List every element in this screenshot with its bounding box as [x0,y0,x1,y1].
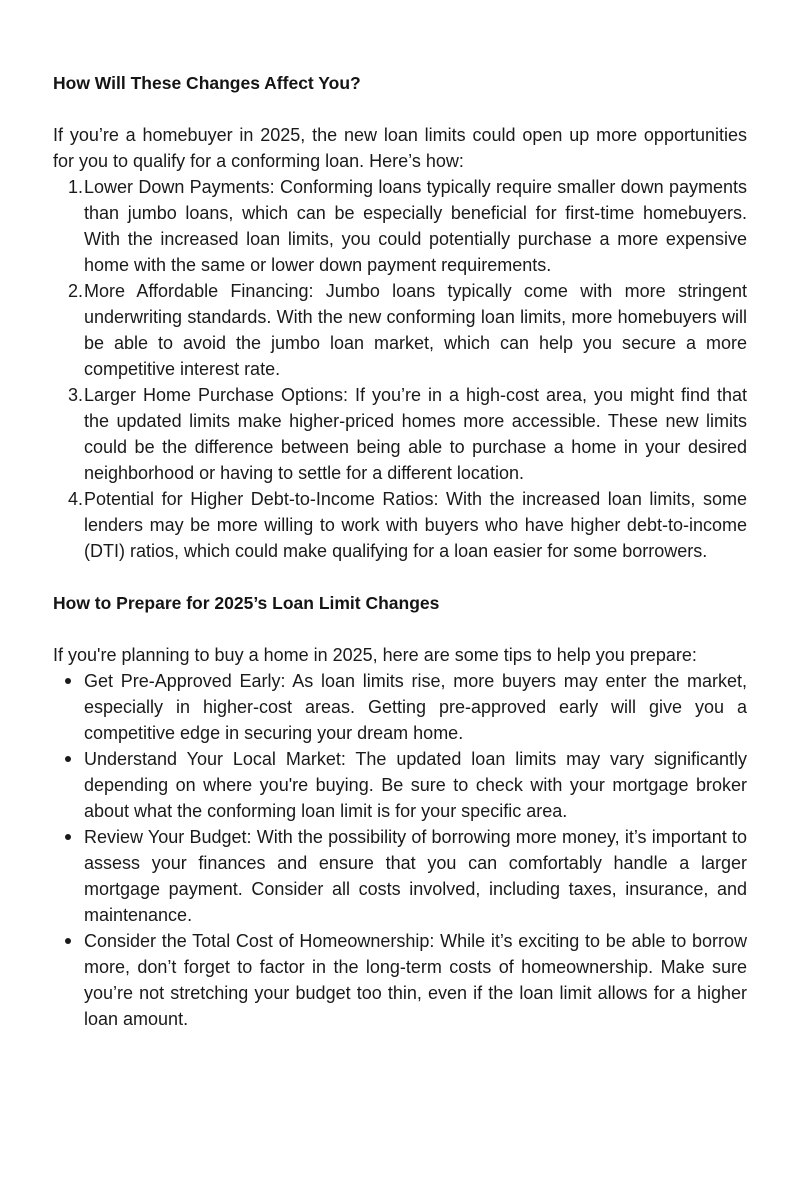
list-item-text: Get Pre-Approved Early: As loan limits rise, more buyers may enter the market, especially in higher-cost areas. Getting pre-approved early will give you a competitive edge in securing your dream home. [84,671,747,743]
bullet-icon [65,834,71,840]
spacer [53,96,747,122]
list-item-text: Larger Home Purchase Options: If you’re in a high-cost area, you might find that the updated limits make higher-priced homes more accessible. These new limits could be the difference between being able to purchase a home in your desired neighborhood or having to settle for a different location. [84,385,747,483]
list-number: 1. [67,177,83,197]
bullet-icon [65,756,71,762]
list-item-text: Understand Your Local Market: The updated loan limits may vary significantly depending on where you're buying. Be sure to check with your mortgage broker about what the conforming loan limit is for your specific area. [84,749,747,821]
section-heading-changes-affect: How Will These Changes Affect You? [53,73,361,93]
list-item [53,928,747,1032]
spacer [53,564,747,590]
section-intro-prepare: If you're planning to buy a home in 2025, here are some tips to help you prepare: [53,645,697,665]
list-item [53,174,747,278]
list-item-text: Lower Down Payments: Conforming loans typically require smaller down payments than jumbo loans, which can be especially beneficial for first-time homebuyers. With the increased loan limits, you could potentially purchase a more expensive home with the same or lower down payment requirements. [84,177,747,275]
section-intro-changes-affect: If you’re a homebuyer in 2025, the new loan limits could open up more opportunities for you to qualify for a conforming loan. Here’s how: [53,125,747,171]
list-item-text: More Affordable Financing: Jumbo loans typically come with more stringent underwriting standards. With the new conforming loan limits, more homebuyers will be able to avoid the jumbo loan market, which can help you secure a more competitive interest rate. [84,281,747,379]
list-item [53,486,747,564]
list-number: 4. [67,489,83,509]
list-item [53,824,747,928]
bullet-list-tips [53,668,747,1032]
list-item [53,746,747,824]
list-item-text: Consider the Total Cost of Homeownership: While it’s exciting to be able to borrow more, don’t forget to factor in the long-term costs of homeownership. Make sure you’re not stretching your budget too thin, even if the loan limit allows for a higher loan amount. [84,931,747,1029]
list-item [53,382,747,486]
spacer [53,616,747,642]
bullet-icon [65,678,71,684]
list-item-text: Potential for Higher Debt-to-Income Ratios: With the increased loan limits, some lenders may be more willing to work with buyers who have higher debt-to-income (DTI) ratios, which could make qualifying for a loan easier for some borrowers. [84,489,747,561]
list-item-text: Review Your Budget: With the possibility of borrowing more money, it’s important to assess your finances and ensure that you can comfortably handle a larger mortgage payment. Consider all costs involved, including taxes, insurance, and maintenance. [84,827,747,925]
bullet-icon [65,938,71,944]
list-number: 2. [67,281,83,301]
list-item [53,668,747,746]
list-item [53,278,747,382]
list-number: 3. [67,385,83,405]
numbered-list-effects [53,174,747,564]
section-heading-prepare: How to Prepare for 2025’s Loan Limit Changes [53,593,440,613]
